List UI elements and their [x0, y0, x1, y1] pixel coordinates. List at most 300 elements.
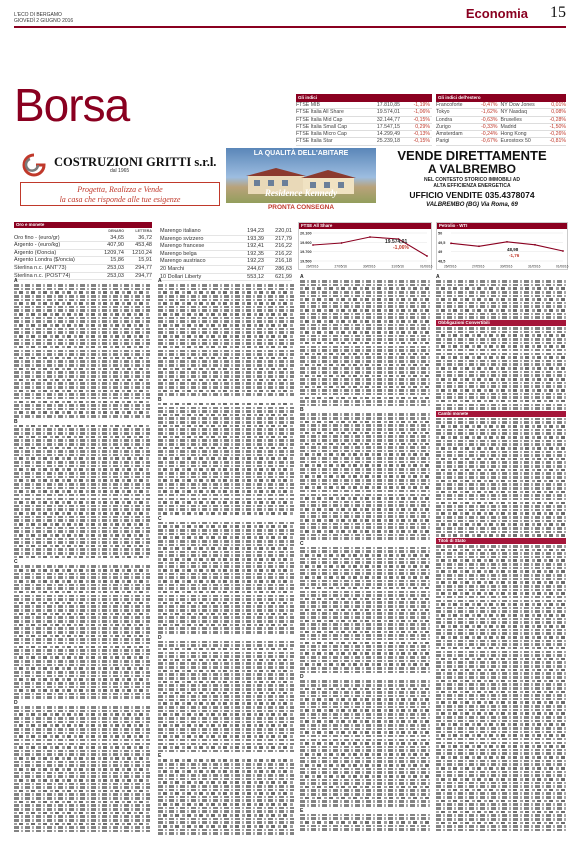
listing-row	[14, 826, 150, 829]
listing-row	[14, 746, 150, 749]
listing-row	[14, 425, 150, 428]
listing-row	[300, 446, 430, 449]
listing-row	[158, 498, 294, 501]
ad-slogan-box	[20, 182, 220, 206]
index-value: 17.547,15	[376, 123, 400, 130]
listing-row	[436, 669, 566, 672]
listing-row	[436, 763, 566, 766]
listing-row	[300, 638, 430, 641]
oil-chart-header: Petrolio - WTI	[437, 223, 567, 229]
ad-company-name: COSTRUZIONI GRITTI s.r.l.	[54, 155, 217, 169]
listing-row	[436, 302, 566, 305]
listing-row	[436, 691, 566, 694]
listing-row	[300, 760, 430, 763]
listing-row	[158, 807, 294, 810]
listing-row	[14, 382, 150, 385]
alpha-divider: B	[300, 407, 304, 414]
listing-row	[14, 757, 150, 760]
listing-row	[158, 677, 294, 680]
world-index-c1: -0,63%	[481, 116, 498, 123]
data-point	[450, 242, 452, 244]
listing-row	[14, 371, 150, 374]
listing-row	[436, 371, 566, 374]
listing-row	[158, 547, 294, 550]
listing-row	[14, 819, 150, 822]
listing-row	[158, 620, 294, 623]
listing-row	[14, 783, 150, 786]
listing-row	[300, 793, 430, 796]
listing-row	[158, 750, 294, 753]
listing-row	[14, 436, 150, 439]
world-index-row	[436, 109, 566, 116]
listing-row	[436, 476, 566, 479]
world-index-c1: -0,67%	[481, 138, 498, 145]
listing-row	[158, 803, 294, 806]
listing-row	[158, 670, 294, 673]
listing-row	[14, 761, 150, 764]
listing-row	[14, 317, 150, 320]
listing-row	[14, 408, 150, 411]
listing-row	[14, 721, 150, 724]
x-tick-label: 31/05/16	[391, 264, 404, 269]
listing-row	[300, 554, 430, 557]
listing-row	[436, 680, 566, 683]
listing-row	[158, 721, 294, 724]
listing-row	[14, 346, 150, 349]
listing-row	[158, 306, 294, 309]
listing-row	[436, 665, 566, 668]
quote-d: 253,03	[107, 272, 124, 279]
listing-row	[158, 799, 294, 802]
alpha-divider: E	[158, 753, 162, 760]
ad-phone[interactable]: UFFICIO VENDITE 035.4378074	[409, 190, 535, 200]
listing-row	[300, 479, 430, 482]
listing-row	[14, 324, 150, 327]
listing-row	[300, 601, 430, 604]
listing-row	[436, 407, 566, 410]
listing-row	[436, 796, 566, 799]
listing-row	[158, 439, 294, 442]
listing-row	[300, 771, 430, 774]
listing-row	[300, 371, 430, 374]
listing-row	[436, 603, 566, 606]
world-index-c2: -0,28%	[549, 116, 566, 123]
listing-row	[300, 537, 430, 540]
listing-row	[436, 698, 566, 701]
listing-row	[14, 624, 150, 627]
listing-row	[436, 534, 566, 537]
listing-row	[14, 401, 150, 404]
listing-row	[14, 516, 150, 519]
listing-row	[158, 767, 294, 770]
listing-row	[300, 404, 430, 407]
listing-row	[14, 732, 150, 735]
listing-row	[300, 580, 430, 583]
listing-row	[14, 556, 150, 559]
listing-row	[158, 706, 294, 709]
world-index-c2: -0,81%	[549, 138, 566, 145]
listing-row	[436, 658, 566, 661]
listing-row	[158, 335, 294, 338]
listing-row	[158, 375, 294, 378]
listing-row	[158, 421, 294, 424]
listing-row	[436, 512, 566, 515]
ad-ready-band: PRONTA CONSEGNA	[226, 203, 376, 213]
listing-row	[158, 368, 294, 371]
listing-row	[300, 561, 430, 564]
listing-row	[300, 691, 430, 694]
gold-col-ask: LETTERA	[135, 229, 152, 233]
advertisement[interactable]	[14, 148, 566, 213]
listing-row	[158, 525, 294, 528]
listing-row	[158, 508, 294, 511]
alpha-divider: B	[14, 418, 18, 425]
quote-d: 194,23	[247, 228, 264, 234]
data-point	[341, 242, 343, 244]
listing-row	[14, 793, 150, 796]
listing-row	[158, 529, 294, 532]
listing-row	[436, 625, 566, 628]
listing-row	[14, 631, 150, 634]
listing-row	[158, 785, 294, 788]
listing-row	[14, 483, 150, 486]
listing-row	[300, 287, 430, 290]
listing-row	[158, 410, 294, 413]
quote-name: Sterlina n.c. (ANT'73)	[14, 264, 67, 271]
listing-row	[300, 457, 430, 460]
listing-row	[14, 696, 150, 699]
listing-row	[436, 574, 566, 577]
listing-row	[158, 428, 294, 431]
listing-row	[158, 724, 294, 727]
listing-row	[14, 487, 150, 490]
listing-row	[158, 309, 294, 312]
x-tick-label: 27/05/16	[334, 264, 347, 269]
listing-row	[158, 533, 294, 536]
listing-row	[158, 580, 294, 583]
y-tick-label: 19.900	[300, 240, 312, 245]
world-index-n2: NY Dow Jones	[500, 102, 535, 108]
listing-row	[158, 346, 294, 349]
listing-row	[436, 432, 566, 435]
listing-row	[300, 486, 430, 489]
listing-row	[14, 797, 150, 800]
listing-row	[436, 418, 566, 421]
index-value: 17.810,85	[376, 102, 400, 108]
listing-row	[14, 468, 150, 471]
gold-header: Oro e monete	[14, 222, 152, 228]
stock-list-column-4	[436, 274, 566, 843]
listing-row	[14, 302, 150, 305]
world-index-row	[436, 131, 566, 138]
listing-row	[14, 830, 150, 833]
listing-row	[158, 814, 294, 817]
listing-row	[436, 385, 566, 388]
listing-row	[436, 640, 566, 643]
listing-row	[158, 591, 294, 594]
quote-l: 453,48	[135, 242, 152, 249]
ad-headline-2: A VALBREMBO	[428, 162, 516, 176]
listing-row	[436, 396, 566, 399]
listing-row	[300, 494, 430, 497]
listing-row	[14, 815, 150, 818]
listing-row	[158, 832, 294, 835]
listing-row	[300, 435, 430, 438]
listing-row	[436, 327, 566, 330]
listing-row	[436, 814, 566, 817]
listing-row	[300, 550, 430, 553]
listing-row	[14, 476, 150, 479]
listing-row	[300, 804, 430, 807]
alpha-divider: A	[300, 274, 304, 280]
listing-row	[158, 613, 294, 616]
listing-row	[436, 429, 566, 432]
listing-row	[14, 686, 150, 689]
listing-row	[436, 563, 566, 566]
listing-row	[436, 701, 566, 704]
masthead	[14, 12, 73, 24]
world-index-c2: -1,50%	[549, 123, 566, 130]
listing-row	[300, 757, 430, 760]
listing-row	[14, 646, 150, 649]
listing-row	[158, 476, 294, 479]
listing-row	[14, 397, 150, 400]
listing-row	[300, 605, 430, 608]
listing-row	[436, 378, 566, 381]
listing-row	[14, 479, 150, 482]
listing-row	[436, 672, 566, 675]
listing-row	[300, 519, 430, 522]
quote-name: 10 Dollari Liberty	[160, 273, 202, 280]
listing-row	[14, 642, 150, 645]
ad-photo-title: LA QUALITÀ DELL'ABITARE	[253, 150, 349, 157]
listing-row	[14, 823, 150, 826]
data-point	[312, 244, 314, 246]
listing-row	[158, 699, 294, 702]
listing-row	[300, 627, 430, 630]
listing-row	[158, 713, 294, 716]
listing-row	[300, 817, 430, 820]
listing-row	[158, 454, 294, 457]
listing-row	[436, 709, 566, 712]
alpha-divider: A	[436, 274, 440, 280]
listing-row	[14, 538, 150, 541]
listing-row	[158, 746, 294, 749]
listing-row	[158, 692, 294, 695]
listing-row	[436, 778, 566, 781]
listing-row	[158, 417, 294, 420]
listing-row	[14, 671, 150, 674]
listing-row	[436, 647, 566, 650]
listing-row	[158, 414, 294, 417]
ad-since: dal 1965	[110, 168, 130, 174]
listing-row	[300, 413, 430, 416]
listing-row	[158, 425, 294, 428]
index-row	[296, 102, 432, 109]
listing-row	[436, 545, 566, 548]
listing-row	[436, 393, 566, 396]
world-index-n2: Eurostoxx 50	[500, 138, 531, 145]
listing-row	[158, 684, 294, 687]
y-tick-label: 19.700	[300, 250, 312, 255]
listing-row	[14, 404, 150, 407]
listing-row	[158, 565, 294, 568]
page-number: 15	[550, 4, 566, 21]
listing-row	[436, 581, 566, 584]
listing-row	[436, 585, 566, 588]
y-tick-label: 19.500	[300, 259, 312, 264]
listing-row	[14, 602, 150, 605]
listing-row	[436, 734, 566, 737]
quote-row	[160, 258, 292, 266]
ad-headline-1: VENDE DIRETTAMENTE	[397, 148, 547, 163]
listing-row	[158, 688, 294, 691]
world-index-row	[436, 117, 566, 124]
listing-row	[158, 551, 294, 554]
series-line	[313, 237, 427, 256]
listing-row	[158, 379, 294, 382]
x-tick-label: 01/06/16	[420, 264, 433, 269]
ad-slogan-line-1: Progetta, Realizza e Vende	[77, 185, 163, 194]
oil-chart-change: -1,76	[509, 253, 520, 258]
listing-row	[436, 683, 566, 686]
listing-row	[300, 375, 430, 378]
listing-row	[300, 439, 430, 442]
y-tick-label: 49	[438, 250, 443, 255]
listing-row	[300, 490, 430, 493]
listing-row	[300, 295, 430, 298]
listing-row	[14, 309, 150, 312]
listing-row	[158, 732, 294, 735]
listing-row	[436, 549, 566, 552]
listing-row	[14, 801, 150, 804]
listing-row	[300, 280, 430, 283]
listing-row	[14, 548, 150, 551]
listing-row	[158, 825, 294, 828]
listing-row	[14, 328, 150, 331]
listing-row	[436, 618, 566, 621]
oil-chart-plot	[437, 229, 567, 269]
index-name: FTSE Italia Star	[296, 138, 333, 145]
listing-row	[300, 367, 430, 370]
listing-row	[436, 454, 566, 457]
listing-row	[300, 468, 430, 471]
alpha-divider: D	[158, 634, 162, 641]
listing-row	[436, 727, 566, 730]
listing-row	[14, 428, 150, 431]
listing-row	[300, 443, 430, 446]
listing-row	[436, 742, 566, 745]
world-index-n2: Bruxelles	[500, 116, 522, 123]
quote-l: 294,77	[135, 264, 152, 271]
listing-row	[300, 530, 430, 533]
listing-row	[14, 342, 150, 345]
listing-row	[14, 573, 150, 576]
quote-d: 15,86	[110, 257, 124, 264]
stock-list-column-1	[14, 278, 150, 843]
listing-row	[14, 768, 150, 771]
listing-row	[436, 313, 566, 316]
quote-d: 253,03	[107, 264, 124, 271]
listing-row	[14, 313, 150, 316]
listing-row	[436, 632, 566, 635]
listing-row	[158, 595, 294, 598]
listing-row	[14, 523, 150, 526]
stock-list-column-3	[300, 274, 430, 843]
listing-row	[436, 487, 566, 490]
listing-row	[158, 342, 294, 345]
listing-row	[14, 508, 150, 511]
listing-row	[300, 797, 430, 800]
quote-name: Marengo francese	[160, 243, 205, 250]
company-logo-icon	[20, 153, 48, 177]
listing-row	[300, 782, 430, 785]
listing-row	[158, 641, 294, 644]
listing-row	[300, 728, 430, 731]
listing-row	[158, 631, 294, 634]
quote-row	[160, 251, 292, 259]
listing-row	[14, 461, 150, 464]
listing-row	[436, 567, 566, 570]
ftse-chart	[298, 222, 432, 270]
listing-row	[436, 465, 566, 468]
listing-row	[300, 663, 430, 666]
quote-d: 553,12	[247, 273, 264, 280]
listing-row	[300, 642, 430, 645]
listing-row	[14, 295, 150, 298]
listing-row	[14, 498, 150, 501]
quote-d: 193,39	[247, 235, 264, 242]
listing-row	[158, 390, 294, 393]
listing-row	[436, 643, 566, 646]
quote-name: Marengo svizzero	[160, 235, 204, 242]
listing-row	[436, 520, 566, 523]
listing-row	[436, 505, 566, 508]
listing-row	[436, 687, 566, 690]
italian-indices-table	[296, 94, 432, 146]
listing-row	[436, 803, 566, 806]
listing-row	[14, 454, 150, 457]
index-name: FTSE Italia All Share	[296, 109, 344, 116]
listing-row	[300, 547, 430, 550]
listing-row	[300, 684, 430, 687]
listing-row	[158, 587, 294, 590]
index-value: 19.574,01	[376, 109, 400, 116]
ad-slogan-line-2: la casa che risponde alle tue esigenze	[59, 195, 181, 204]
listing-row	[300, 305, 430, 308]
world-index-c1: -0,24%	[481, 131, 498, 138]
listing-row	[300, 764, 430, 767]
listing-row	[14, 808, 150, 811]
index-row	[296, 109, 432, 116]
listing-row	[436, 287, 566, 290]
data-point	[369, 236, 371, 238]
listing-row	[436, 596, 566, 599]
quote-d: 244,67	[247, 265, 264, 272]
listing-row	[14, 576, 150, 579]
listing-row	[436, 284, 566, 287]
listing-row	[14, 393, 150, 396]
listing-row	[436, 559, 566, 562]
listing-row	[158, 465, 294, 468]
listing-row	[158, 624, 294, 627]
listing-row	[158, 512, 294, 515]
listing-row	[158, 605, 294, 608]
listing-row	[158, 796, 294, 799]
ad-sales-panel	[378, 148, 566, 213]
listing-row	[158, 317, 294, 320]
world-index-row	[436, 138, 566, 145]
